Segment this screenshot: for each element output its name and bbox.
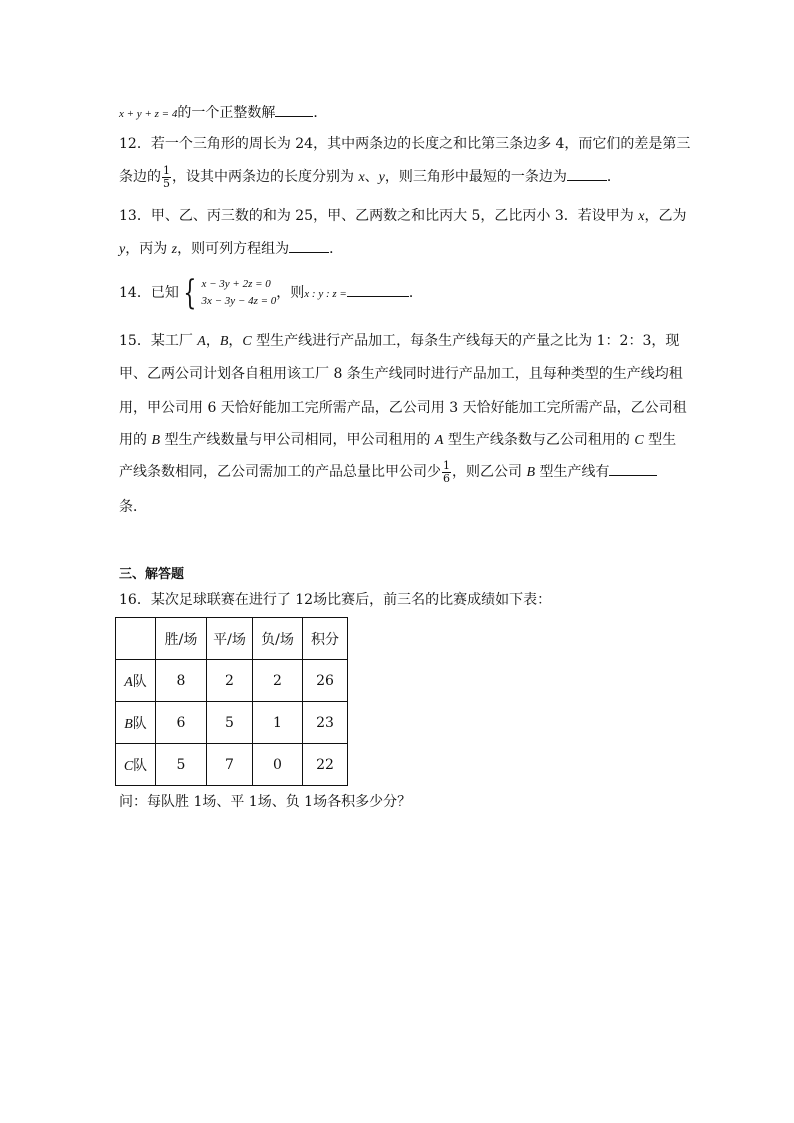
table-cell: 5 [156,744,207,786]
q15-frac-num: 1 [443,458,450,472]
q16-intro: 16．某次足球联赛在进行了 12场比赛后，前三名的比赛成绩如下表： [119,592,552,608]
q13-mid: ，丙为 [125,241,172,257]
q15-frac-den: 6 [443,471,450,485]
q14-ratio: x : y : z = [304,288,347,300]
q15-line2: 甲、乙两公司计划各自租用该工厂 8 条生产线同时进行产品加工，且每种类型的生产线均租 [119,366,683,382]
q14-line [119,273,423,314]
q14-prefix: 14．已知 [119,285,179,301]
q14-eq1: x − 3y + 2z = 0 [201,278,271,290]
q13-line1 [119,206,686,227]
team-suffix: 队 [133,757,148,774]
table-cell: 2 [253,660,303,702]
team-suffix: 队 [132,715,147,732]
q13-text1: 13．甲、乙、丙三数的和为 25，甲、乙两数之和比丙大 5，乙比丙小 3．若设甲为 [119,208,639,224]
q15-comma2: ， [228,333,243,349]
q12-sep: 、 [364,169,379,185]
q16-question: 问：每队胜 1场、平 1场、负 1场各积多少分？ [119,794,412,810]
table-cell: 8 [156,660,207,702]
table-cell: 0 [253,744,303,786]
q15-line3: 用，甲公司用 6 天恰好能加工完所需产品，乙公司用 3 天恰好能加工完所需产品，乙公司租 [119,400,687,416]
team-letter: B [124,716,133,732]
q15-line5 [119,457,657,488]
q12-end: ． [606,169,621,185]
q12-frac-den: 5 [163,176,170,190]
q15-var-B2: B [151,433,161,448]
q15-answer-blank [609,461,657,476]
q12-line1: 12．若一个三角形的周长为 24，其中两条边的长度之和比第三条边多 4，而它们的差是第三 [119,136,691,152]
section3-heading: 三、解答题 [119,567,185,582]
q13-var-x: x [638,209,645,224]
table-cell: 1 [253,702,303,744]
q13-answer-blank [289,238,329,253]
table-cell: 22 [303,744,348,786]
q15-line6: 条． [119,499,147,515]
q13-tail2: ，则可列方程组为 [177,241,290,257]
q12-suffix: ，则三角形中最短的一条边为 [384,169,567,185]
table-cell: 2 [207,660,253,702]
q15-text4c: 型生产线条数与乙公司租用的 [443,432,635,448]
team-suffix: 队 [132,673,147,690]
left-brace-icon: { [183,273,197,313]
team-cell [116,660,156,702]
q11-end: ． [313,105,328,121]
table-cell: 5 [207,702,253,744]
q15-text1a: 15．某工厂 [119,333,198,349]
q13-line2 [119,238,343,260]
table-header-cell: 负/场 [253,618,303,660]
q15-text4d: 型生 [643,432,677,448]
score-table [115,617,348,786]
q12-line2 [119,162,621,193]
q15-var-C2: C [634,433,644,448]
table-cell: 7 [207,744,253,786]
q15-var-A: A [197,334,206,349]
q13-var-z: z [171,242,178,257]
table-header-cell: 胜/场 [156,618,207,660]
q13-end: ． [329,241,344,257]
table-row [116,702,348,744]
q15-var-B: B [219,334,229,349]
table-header-cell: 平/场 [207,618,253,660]
table-header-row [116,618,348,660]
team-cell [116,702,156,744]
q11-answer-blank [275,102,313,117]
q14-equation-system [179,273,277,313]
q15-var-B3: B [526,465,536,480]
q15-text4b: 型生产线数量与甲公司相同，甲公司租用的 [160,432,435,448]
q14-eq2: 3x − 3y − 4z = 0 [201,295,277,307]
table-cell: 6 [156,702,207,744]
q12-middle: ，设其中两条边的长度分别为 [172,169,359,185]
q11-line [119,102,327,124]
table-header-cell: 积分 [303,618,348,660]
table-row [116,660,348,702]
q12-prefix: 条边的 [119,169,161,185]
q15-var-C: C [242,334,252,349]
q11-equation: x + y + z = 4 [119,108,178,120]
q15-text4a: 用的 [119,432,152,448]
q11-text: 的一个正整数解 [177,105,276,121]
team-letter: C [123,758,134,774]
q14-answer-blank [347,282,409,297]
q15-comma1: ， [205,333,220,349]
q13-tail1: ，乙为 [644,208,687,224]
q12-fraction [162,165,171,190]
q12-frac-num: 1 [163,163,170,177]
q13-var-y: y [119,242,126,257]
table-row [116,744,348,786]
q15-text5c: 型生产线有 [535,464,610,480]
team-cell [116,744,156,786]
q15-text1b: 型生产线进行产品加工，每条生产线每天的产量之比为 1：2：3，现 [251,333,680,349]
q12-answer-blank [567,166,607,181]
table-cell: 26 [303,660,348,702]
q15-line1 [119,331,679,352]
q15-line4 [119,430,676,451]
q14-end: ． [408,285,423,301]
q15-fraction [442,460,451,485]
q12-var-y: y [378,170,385,185]
q14-mid: ，则 [276,285,305,301]
table-cell: 23 [303,702,348,744]
q15-var-A2: A [434,433,444,448]
team-letter: A [124,674,133,690]
q15-text5b: ，则乙公司 [452,464,527,480]
table-header-cell [116,618,156,660]
q15-text5a: 产线条数相同，乙公司需加工的产品总量比甲公司少 [119,464,441,480]
q12-var-x: x [358,170,365,185]
